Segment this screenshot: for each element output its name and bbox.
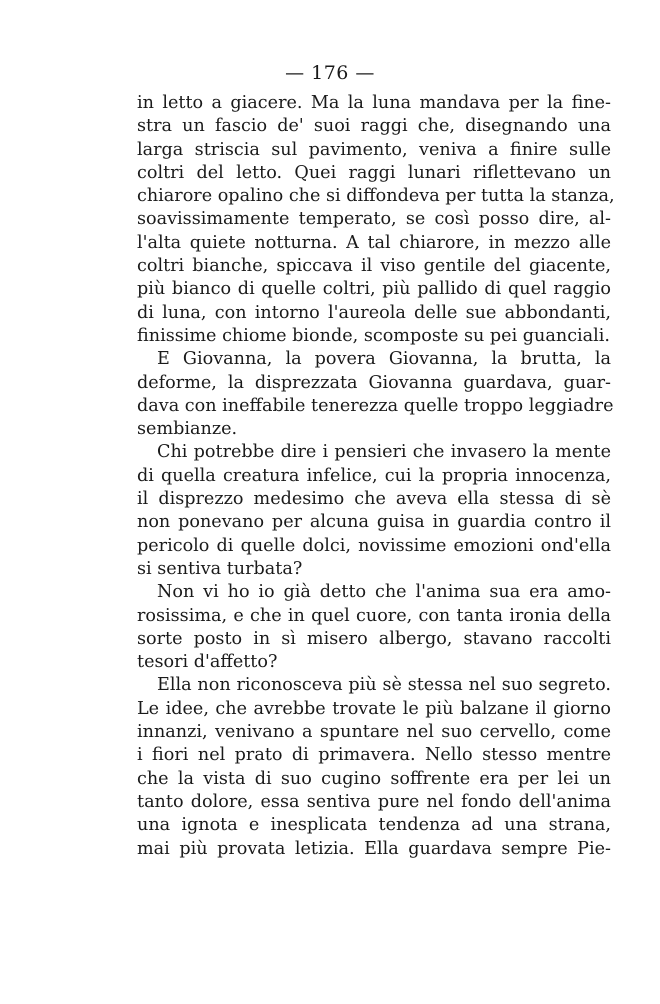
text-line: tesori d'affetto? bbox=[137, 652, 278, 673]
text-line: non ponevano per alcuna guisa in guardia contro il bbox=[137, 512, 611, 533]
text-line: Le idee, che avrebbe trovate le più balzane il giorno bbox=[137, 698, 611, 719]
text-line: si sentiva turbata? bbox=[137, 558, 303, 579]
text-line: soavissimamente temperato, se così posso dire, al- bbox=[137, 209, 611, 230]
text-line: finissime chiome bionde, scomposte su pei guanciali. bbox=[137, 325, 611, 346]
text-line: di quella creatura infelice, cui la propria innocenza, bbox=[137, 465, 611, 486]
text-line: larga striscia sul pavimento, veniva a finire sulle bbox=[137, 139, 611, 160]
text-line: E Giovanna, la povera Giovanna, la brutta, la bbox=[157, 349, 611, 370]
text-line: il disprezzo medesimo che aveva ella stessa di sè bbox=[137, 489, 611, 510]
text-line: coltri del letto. Quei raggi lunari riflettevano un bbox=[137, 162, 611, 183]
text-line: che la vista di suo cugino soffrente era per lei un bbox=[137, 768, 611, 789]
page-number: — 176 — bbox=[285, 62, 375, 84]
text-line: coltri bianche, spiccava il viso gentile del giacente, bbox=[137, 256, 611, 277]
text-line: di luna, con intorno l'aureola delle sue abbondanti, bbox=[137, 302, 611, 323]
text-line: Non vi ho io già detto che l'anima sua era amo- bbox=[157, 582, 611, 603]
text-line: sembianze. bbox=[137, 419, 238, 440]
text-line: innanzi, venivano a spuntare nel suo cervello, come bbox=[137, 722, 611, 743]
text-line: l'alta quiete notturna. A tal chiarore, in mezzo alle bbox=[137, 232, 611, 253]
text-line: dava con ineffabile tenerezza quelle troppo leggiadre bbox=[137, 395, 614, 416]
text-line: i fiori nel prato di primavera. Nello stesso mentre bbox=[137, 745, 611, 766]
text-line: più bianco di quelle coltri, più pallido di quel raggio bbox=[137, 279, 611, 300]
text-line: tanto dolore, essa sentiva pure nel fondo dell'anima bbox=[137, 791, 611, 812]
text-line: mai più provata letizia. Ella guardava sempre Pie- bbox=[137, 838, 611, 859]
text-line: pericolo di quelle dolci, novissime emozioni ond'ella bbox=[137, 535, 611, 556]
text-line: Ella non riconosceva più sè stessa nel suo segreto. bbox=[157, 675, 611, 696]
body-text bbox=[137, 92, 615, 861]
text-line: chiarore opalino che si diffondeva per tutta la stanza, bbox=[137, 186, 615, 207]
text-line: rosissima, e che in quel cuore, con tanta ironia della bbox=[137, 605, 611, 626]
text-line: Chi potrebbe dire i pensieri che invasero la mente bbox=[157, 442, 611, 463]
text-line: sorte posto in sì misero albergo, stavano raccolti bbox=[137, 628, 611, 649]
text-line: deforme, la disprezzata Giovanna guardava, guar- bbox=[137, 372, 611, 393]
text-line: una ignota e inesplicata tendenza ad una strana, bbox=[137, 815, 611, 836]
text-line: in letto a giacere. Ma la luna mandava per la fine- bbox=[137, 93, 611, 113]
text-line: stra un fascio de' suoi raggi che, disegnando una bbox=[137, 116, 611, 137]
